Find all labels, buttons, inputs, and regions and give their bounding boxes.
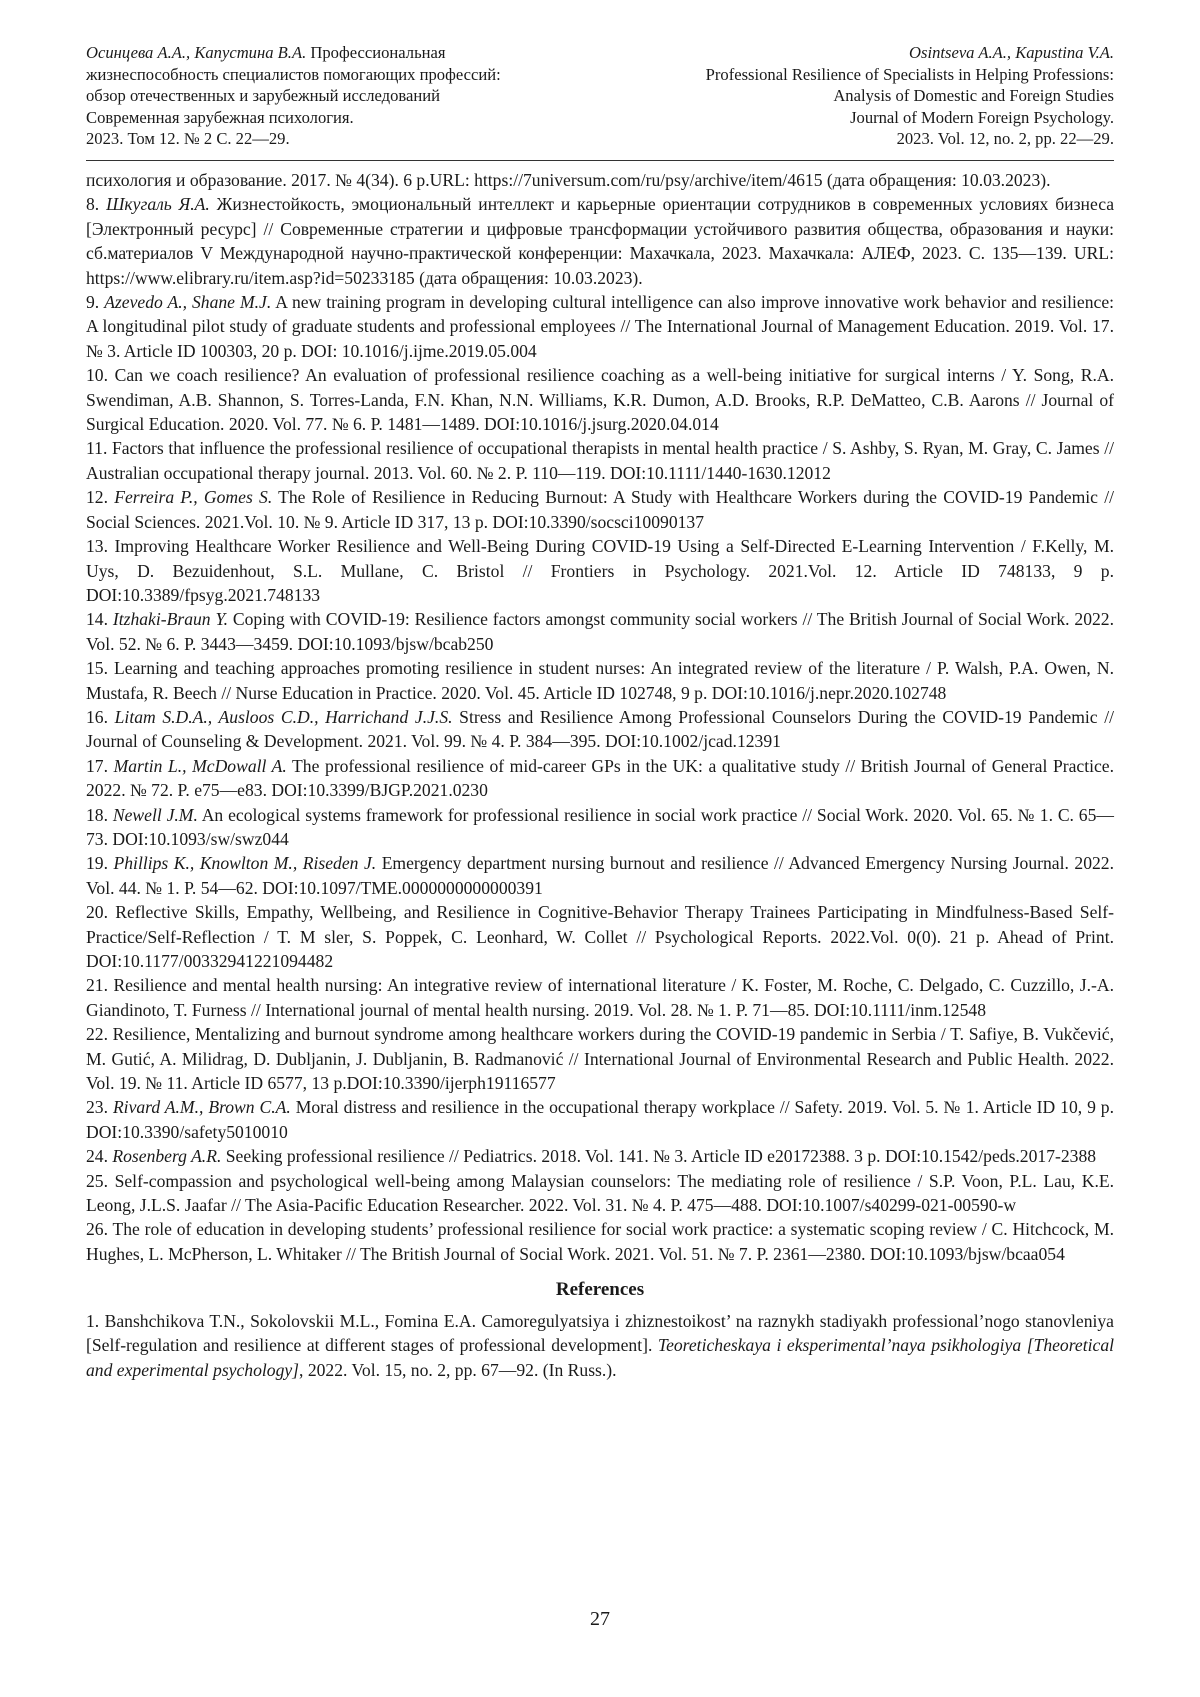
reference-text: An ecological systems framework for professional resilience in social work practice // Social Work. 2020. Vol. 65. № 1. C. 65—73. DOI:10.1093/sw/swz044 [86,804,1114,849]
reference-text: 12. [86,487,115,508]
reference-text: 14. [86,609,113,630]
literature-list [86,168,1114,1266]
reference-text: A new training program in developing cultural intelligence can also improve innovative work behavior and resilience: A longitudinal pilot study of graduate students and professional employees // The International Journal of Management Education. 2019. Vol. 17. № 3. Article ID 100303, 20 p. DOI: 10.1016/j.ijme.2019.05.004 [86,292,1115,361]
header-right [706,42,1114,150]
header-left-authors: Осинцева А.А., Капустина В.А. [86,43,307,62]
header-left-line-1 [86,42,501,64]
reference-entry [86,436,1114,485]
reference-entry [86,900,1114,973]
header-left-line-3: обзор отечественных и зарубежный исследований [86,86,441,106]
header-right-authors: Osintseva A.A., Kapustina V.A. [909,43,1114,62]
header-right-line-1 [706,42,1114,64]
reference-entry [86,1095,1114,1144]
reference-text: , 2022. Vol. 15, no. 2, pp. 67—92. (In Russ.). [299,1359,617,1380]
reference-authors: Phillips K., Knowlton M., Riseden J. [113,853,377,874]
running-header [86,42,1114,150]
header-right-line-2: Professional Resilience of Specialists in Helping Professions: [705,64,1114,84]
reference-entry [86,754,1114,803]
reference-authors: Newell J.M. [112,804,198,825]
reference-entry [86,1144,1114,1168]
reference-text: Stress and Resilience Among Professional Counselors During the COVID-19 Pandemic // Journal of Counseling & Development. 2021. Vol. 99. № 4. P. 384—395. DOI:10.1002/jcad.12391 [86,706,1114,752]
header-left [86,42,501,150]
reference-text: психология и образование. 2017. № 4(34). 6 p.URL: https://7universum.com/ru/psy/archive/item/4615 (дата обращения: 10.03.2023). [86,170,1051,190]
reference-text: Coping with COVID-19: Resilience factors amongst community social workers // The British Journal of Social Work. 2022. Vol. 52. № 6. P. 3443—3459. DOI:10.1093/bjsw/bcab250 [86,609,1114,654]
reference-authors: Itzhaki-Braun Y. [112,609,229,630]
reference-entry [86,290,1114,363]
reference-authors: Ferreira P., Gomes S. [114,487,273,508]
english-reference-list [86,1309,1114,1382]
page-number: 27 [590,1608,610,1630]
reference-text: 10. Can we coach resilience? An evaluation of professional resilience coaching as a well-being initiative for surgical interns / Y. Song, R.A. Swendiman, A.B. Shannon, S. Torres-Landa, F.N. Khan, N.N. Williams, K.R. Dumon, A.D. Brooks, R.P. DeMatteo, C.B. Aarons // Journal of Surgical Education. 2020. Vol. 77. № 6. P. 1481—1489. DOI:10.1016/j.jsurg.2020.04.014 [86,365,1114,435]
reference-authors: Rosenberg A.R. [112,1146,222,1167]
reference-text: 1. Banshchikova T.N., Sokolovskii M.L., Fomina E.A. Camoregulyatsiya i zhiznestoikost’ na raznykh stadiyakh professional’nogo stanovleniya [Self-regulation and resilience at different stages of professional development]. [86,1310,1114,1356]
reference-text: The Role of Resilience in Reducing Burnout: A Study with Healthcare Workers during the COVID-19 Pandemic // Social Sciences. 2021.Vol. 10. № 9. Article ID 317, 13 p. DOI:10.3390/socsci10090137 [86,487,1114,532]
reference-authors: Шкугаль Я.А. [106,194,210,215]
header-left-line-4: Современная зарубежная психология. [86,107,354,127]
reference-text: 20. Reflective Skills, Empathy, Wellbeing, and Resilience in Cognitive-Behavior Therapy Trainees Participating in Mindfulness-Based Self-Practice/Self-Reflection / T. M sler, S. Poppek, C. Leonhard, W. Collet // Psychological Reports. 2022.Vol. 0(0). 21 p. Ahead of Print. DOI:10.1177/00332941221094482 [86,902,1114,971]
reference-entry [86,851,1114,900]
header-right-line-4: Journal of Modern Foreign Psychology. [850,107,1114,127]
reference-text: The professional resilience of mid-career GPs in the UK: a qualitative study // British Journal of General Practice. 2022. № 72. P. e75—e83. DOI:10.3399/BJGP.2021.0230 [86,755,1114,801]
reference-entry [86,192,1114,290]
reference-text: Жизнестойкость, эмоциональный интеллект и карьерные ориентации сотрудников в современных условиях бизнеса [Электронный ресурс] // Современные стратегии и цифровые трансформации устойчивого развития общества, образования и науки: сб.материалов V Международной научно-практической конференции: Махачкала, 2023. Махачкала: АЛЕФ, 2023. С. 135—139. URL: https://www.elibrary.ru/item.asp?id=50233185 (дата обращения: 10.03.2023). [86,194,1115,288]
reference-entry [86,803,1114,852]
reference-entry [86,1169,1114,1218]
reference-entry [86,656,1114,705]
header-left-line-5: 2023. Том 12. № 2 С. 22—29. [86,129,290,149]
reference-entry [86,168,1114,192]
header-right-line-3: Analysis of Domestic and Foreign Studies [833,86,1114,106]
reference-authors: Martin L., McDowall A. [113,755,287,776]
reference-text: 23. [86,1097,113,1118]
reference-text: 18. [86,804,113,825]
reference-text: 13. Improving Healthcare Worker Resilience and Well-Being During COVID-19 Using a Self-Directed E-Learning Intervention / F.Kelly, M. Uys, D. Bezuidenhout, S.L. Mullane, C. Bristol // Frontiers in Psychology. 2021.Vol. 12. Article ID 748133, 9 p. DOI:10.3389/fpsyg.2021.748133 [86,536,1114,605]
reference-text: Seeking professional resilience // Pediatrics. 2018. Vol. 141. № 3. Article ID e20172388. 3 p. DOI:10.1542/peds.2017-2388 [221,1146,1097,1167]
header-left-line-2: жизнеспособность специалистов помогающих профессий: [86,64,501,84]
reference-list [86,168,1114,1382]
reference-text: Moral distress and resilience in the occupational therapy workplace // Safety. 2019. Vol. 5. № 1. Article ID 10, 9 p. DOI:10.3390/safety5010010 [86,1097,1114,1142]
header-divider [86,160,1114,161]
reference-entry [86,1217,1114,1266]
reference-text: 22. Resilience, Mentalizing and burnout syndrome among healthcare workers during the COVID-19 pandemic in Serbia / T. Safiye, B. Vukčević, M. Gutić, A. Milidrag, D. Dubljanin, J. Dubljanin, B. Radmanović // International Journal of Environmental Research and Public Health. 2022. Vol. 19. № 11. Article ID 6577, 13 p.DOI:10.3390/ijerph19116577 [86,1024,1114,1094]
references-heading: References [555,1279,645,1301]
reference-entry [86,607,1114,656]
reference-entry [86,534,1114,607]
reference-text: 8. [86,194,107,215]
reference-text: 26. The role of education in developing students’ professional resilience for social work practice: a systematic scoping review / C. Hitchcock, M. Hughes, L. McPherson, L. Whitaker // The British Journal of Social Work. 2021. Vol. 51. № 7. P. 2361—2380. DOI:10.1093/bjsw/bcaa054 [86,1219,1114,1264]
reference-text: 24. [86,1146,113,1167]
reference-authors: Azevedo A., Shane M.J. [104,292,272,313]
reference-entry [86,1022,1114,1095]
header-right-line-5: 2023. Vol. 12, no. 2, pp. 22—29. [896,129,1114,149]
reference-entry [86,363,1114,436]
reference-text: 11. Factors that influence the professional resilience of occupational therapists in mental health practice / S. Ashby, S. Ryan, M. Gray, C. James // Australian occupational therapy journal. 2013. Vol. 60. № 2. P. 110—119. DOI:10.1111/1440-1630.12012 [86,438,1114,483]
reference-authors: Rivard A.M., Brown C.A. [112,1097,291,1118]
reference-authors: Teoreticheskaya i eksperimental’naya psikhologiya [Theoretical and experimental psychology] [86,1335,1115,1380]
reference-text: 17. [86,755,114,776]
reference-entry [86,1309,1114,1382]
reference-text: 16. [86,706,115,727]
reference-text: 25. Self-compassion and psychological well-being among Malaysian counselors: The mediating role of resilience / S.P. Voon, P.L. Lau, K.E. Leong, J.L.S. Jaafar // The Asia-Pacific Education Researcher. 2022. Vol. 31. № 4. P. 475—488. DOI:10.1007/s40299-021-00590-w [86,1170,1114,1216]
reference-text: 15. Learning and teaching approaches promoting resilience in student nurses: An integrated review of the literature / P. Walsh, P.A. Owen, N. Mustafa, R. Beech // Nurse Education in Practice. 2020. Vol. 45. Article ID 102748, 9 p. DOI:10.1016/j.nepr.2020.102748 [86,658,1114,703]
reference-text: 9. [86,292,105,313]
reference-text: Emergency department nursing burnout and resilience // Advanced Emergency Nursing Journal. 2022. Vol. 44. № 1. P. 54—62. DOI:10.1097/TME.0000000000000391 [86,853,1114,898]
reference-text: 19. [86,853,114,874]
reference-entry [86,485,1114,534]
reference-entry [86,973,1114,1022]
reference-authors: Litam S.D.A., Ausloos C.D., Harrichand J.J.S. [114,706,453,727]
reference-entry [86,705,1114,754]
header-left-title: Профессиональная [310,43,446,62]
reference-text: 21. Resilience and mental health nursing: An integrative review of international literature / K. Foster, M. Roche, C. Delgado, C. Cuzzillo, J.-A. Giandinoto, T. Furness // International journal of mental health nursing. 2019. Vol. 28. № 1. P. 71—85. DOI:10.1111/inm.12548 [86,975,1114,1020]
